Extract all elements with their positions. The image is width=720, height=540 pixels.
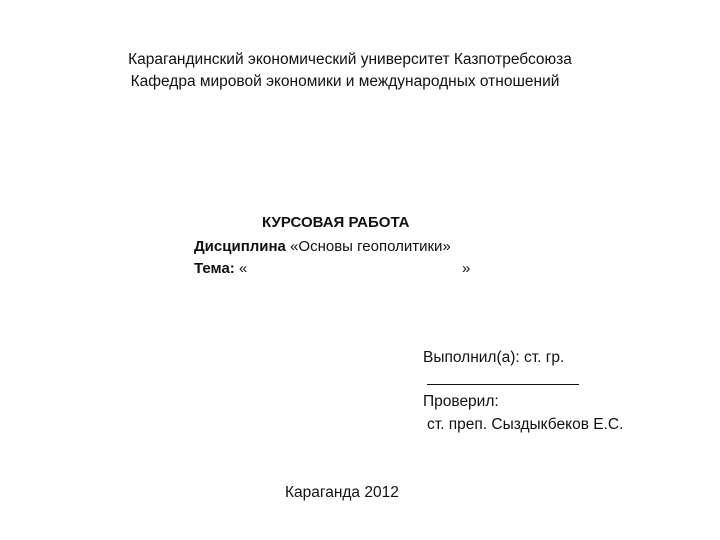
discipline-label: Дисциплина: [194, 238, 286, 255]
checked-by-label: Проверил:: [423, 393, 499, 410]
checker-name: ст. преп. Сыздыкбеков Е.С.: [427, 416, 624, 433]
city-year: Караганда 2012: [285, 484, 399, 501]
department-name: Кафедра мировой экономики и международных отношений: [130, 73, 560, 90]
topic-open-quote: «: [234, 260, 248, 277]
university-name: Карагандинский экономический университет Казпотребсоюза: [128, 51, 572, 68]
discipline-line: [194, 238, 451, 256]
work-type-title: КУРСОВАЯ РАБОТА: [262, 214, 410, 231]
performed-by-label: Выполнил(а): ст. гр.: [423, 349, 565, 366]
topic-line: [194, 260, 471, 278]
topic-label: Тема:: [194, 260, 235, 277]
signature-underline: [427, 384, 579, 385]
topic-close-quote: »: [462, 260, 471, 277]
discipline-value: «Основы геополитики»: [285, 238, 451, 255]
